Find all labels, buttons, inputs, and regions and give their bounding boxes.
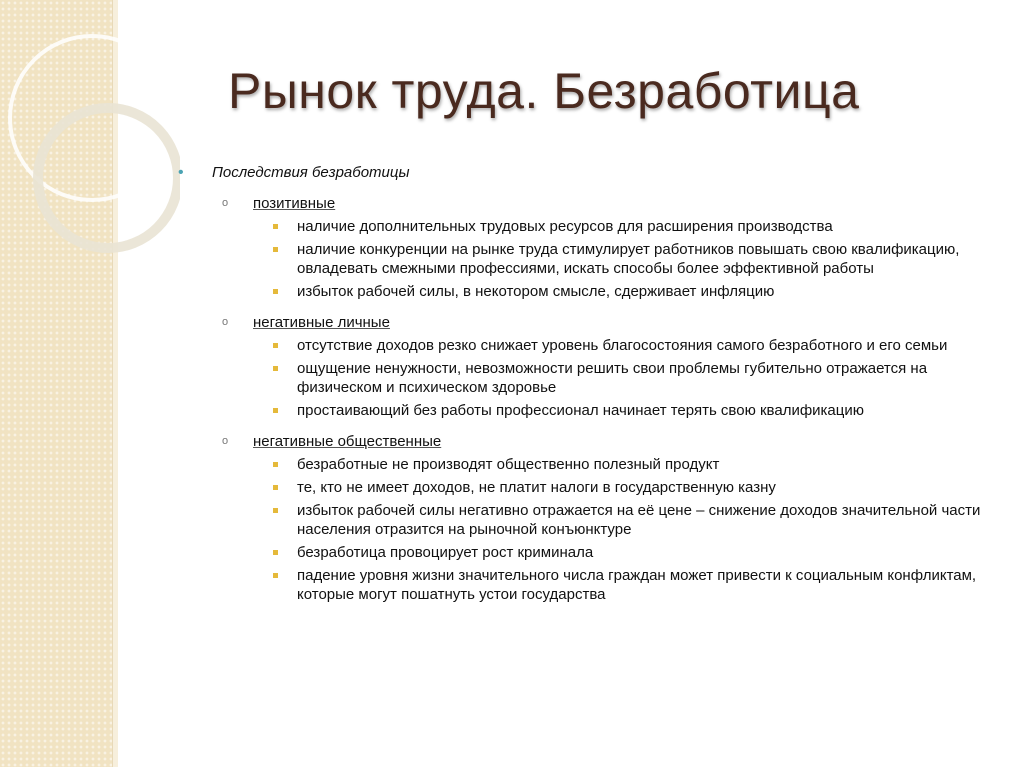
square-bullet-icon: [273, 289, 278, 294]
bullet-heading: [178, 163, 998, 183]
group-label: позитивные: [253, 195, 336, 212]
list-item: ощущение ненужности, невозможности решить свои проблемы губительно отражается на физическом и психическом здоровье: [178, 359, 998, 397]
square-bullet-icon: [273, 224, 278, 229]
group-negative-social: [178, 432, 998, 451]
square-bullet-icon: [273, 550, 278, 555]
square-bullet-icon: [273, 508, 278, 513]
square-bullet-icon: [273, 485, 278, 490]
heading-text: Последствия безработицы: [212, 164, 410, 181]
list-item: наличие конкуренции на рынке труда стимулирует работников повышать свою квалификацию, овладевать смежными профессиями, искать способы более эффективной работы: [178, 240, 998, 278]
list-item: наличие дополнительных трудовых ресурсов для расширения производства: [178, 217, 998, 236]
square-bullet-icon: [273, 366, 278, 371]
group-label: негативные общественные: [253, 433, 442, 450]
list-item: те, кто не имеет доходов, не платит налоги в государственную казну: [178, 478, 998, 497]
list-item: безработица провоцирует рост криминала: [178, 543, 998, 562]
teal-bullet-icon: •: [178, 164, 184, 181]
list-item: избыток рабочей силы негативно отражается на её цене – снижение доходов значительной части населения отразится на рыночной конъюнктуре: [178, 501, 998, 539]
square-bullet-icon: [273, 462, 278, 467]
slide-content: [178, 163, 998, 604]
decorative-circles: [0, 0, 180, 320]
list-item: безработные не производят общественно полезный продукт: [178, 455, 998, 474]
circle-bullet-icon: o: [222, 435, 229, 447]
list-item: падение уровня жизни значительного числа граждан может привести к социальным конфликтам, которые могут пошатнуть устои государства: [178, 566, 998, 604]
list-item: отсутствие доходов резко снижает уровень благосостояния самого безработного и его семьи: [178, 336, 998, 355]
group-negative-personal: [178, 313, 998, 332]
list-item: избыток рабочей силы, в некотором смысле, сдерживает инфляцию: [178, 282, 998, 301]
group-label: негативные личные: [253, 314, 390, 331]
square-bullet-icon: [273, 408, 278, 413]
circle-bullet-icon: o: [222, 197, 229, 209]
slide-title: Рынок труда. Безработица: [228, 63, 860, 119]
list-item: простаивающий без работы профессионал начинает терять свою квалификацию: [178, 401, 998, 420]
square-bullet-icon: [273, 247, 278, 252]
square-bullet-icon: [273, 343, 278, 348]
circle-bullet-icon: o: [222, 316, 229, 328]
square-bullet-icon: [273, 573, 278, 578]
group-positive: [178, 194, 998, 213]
